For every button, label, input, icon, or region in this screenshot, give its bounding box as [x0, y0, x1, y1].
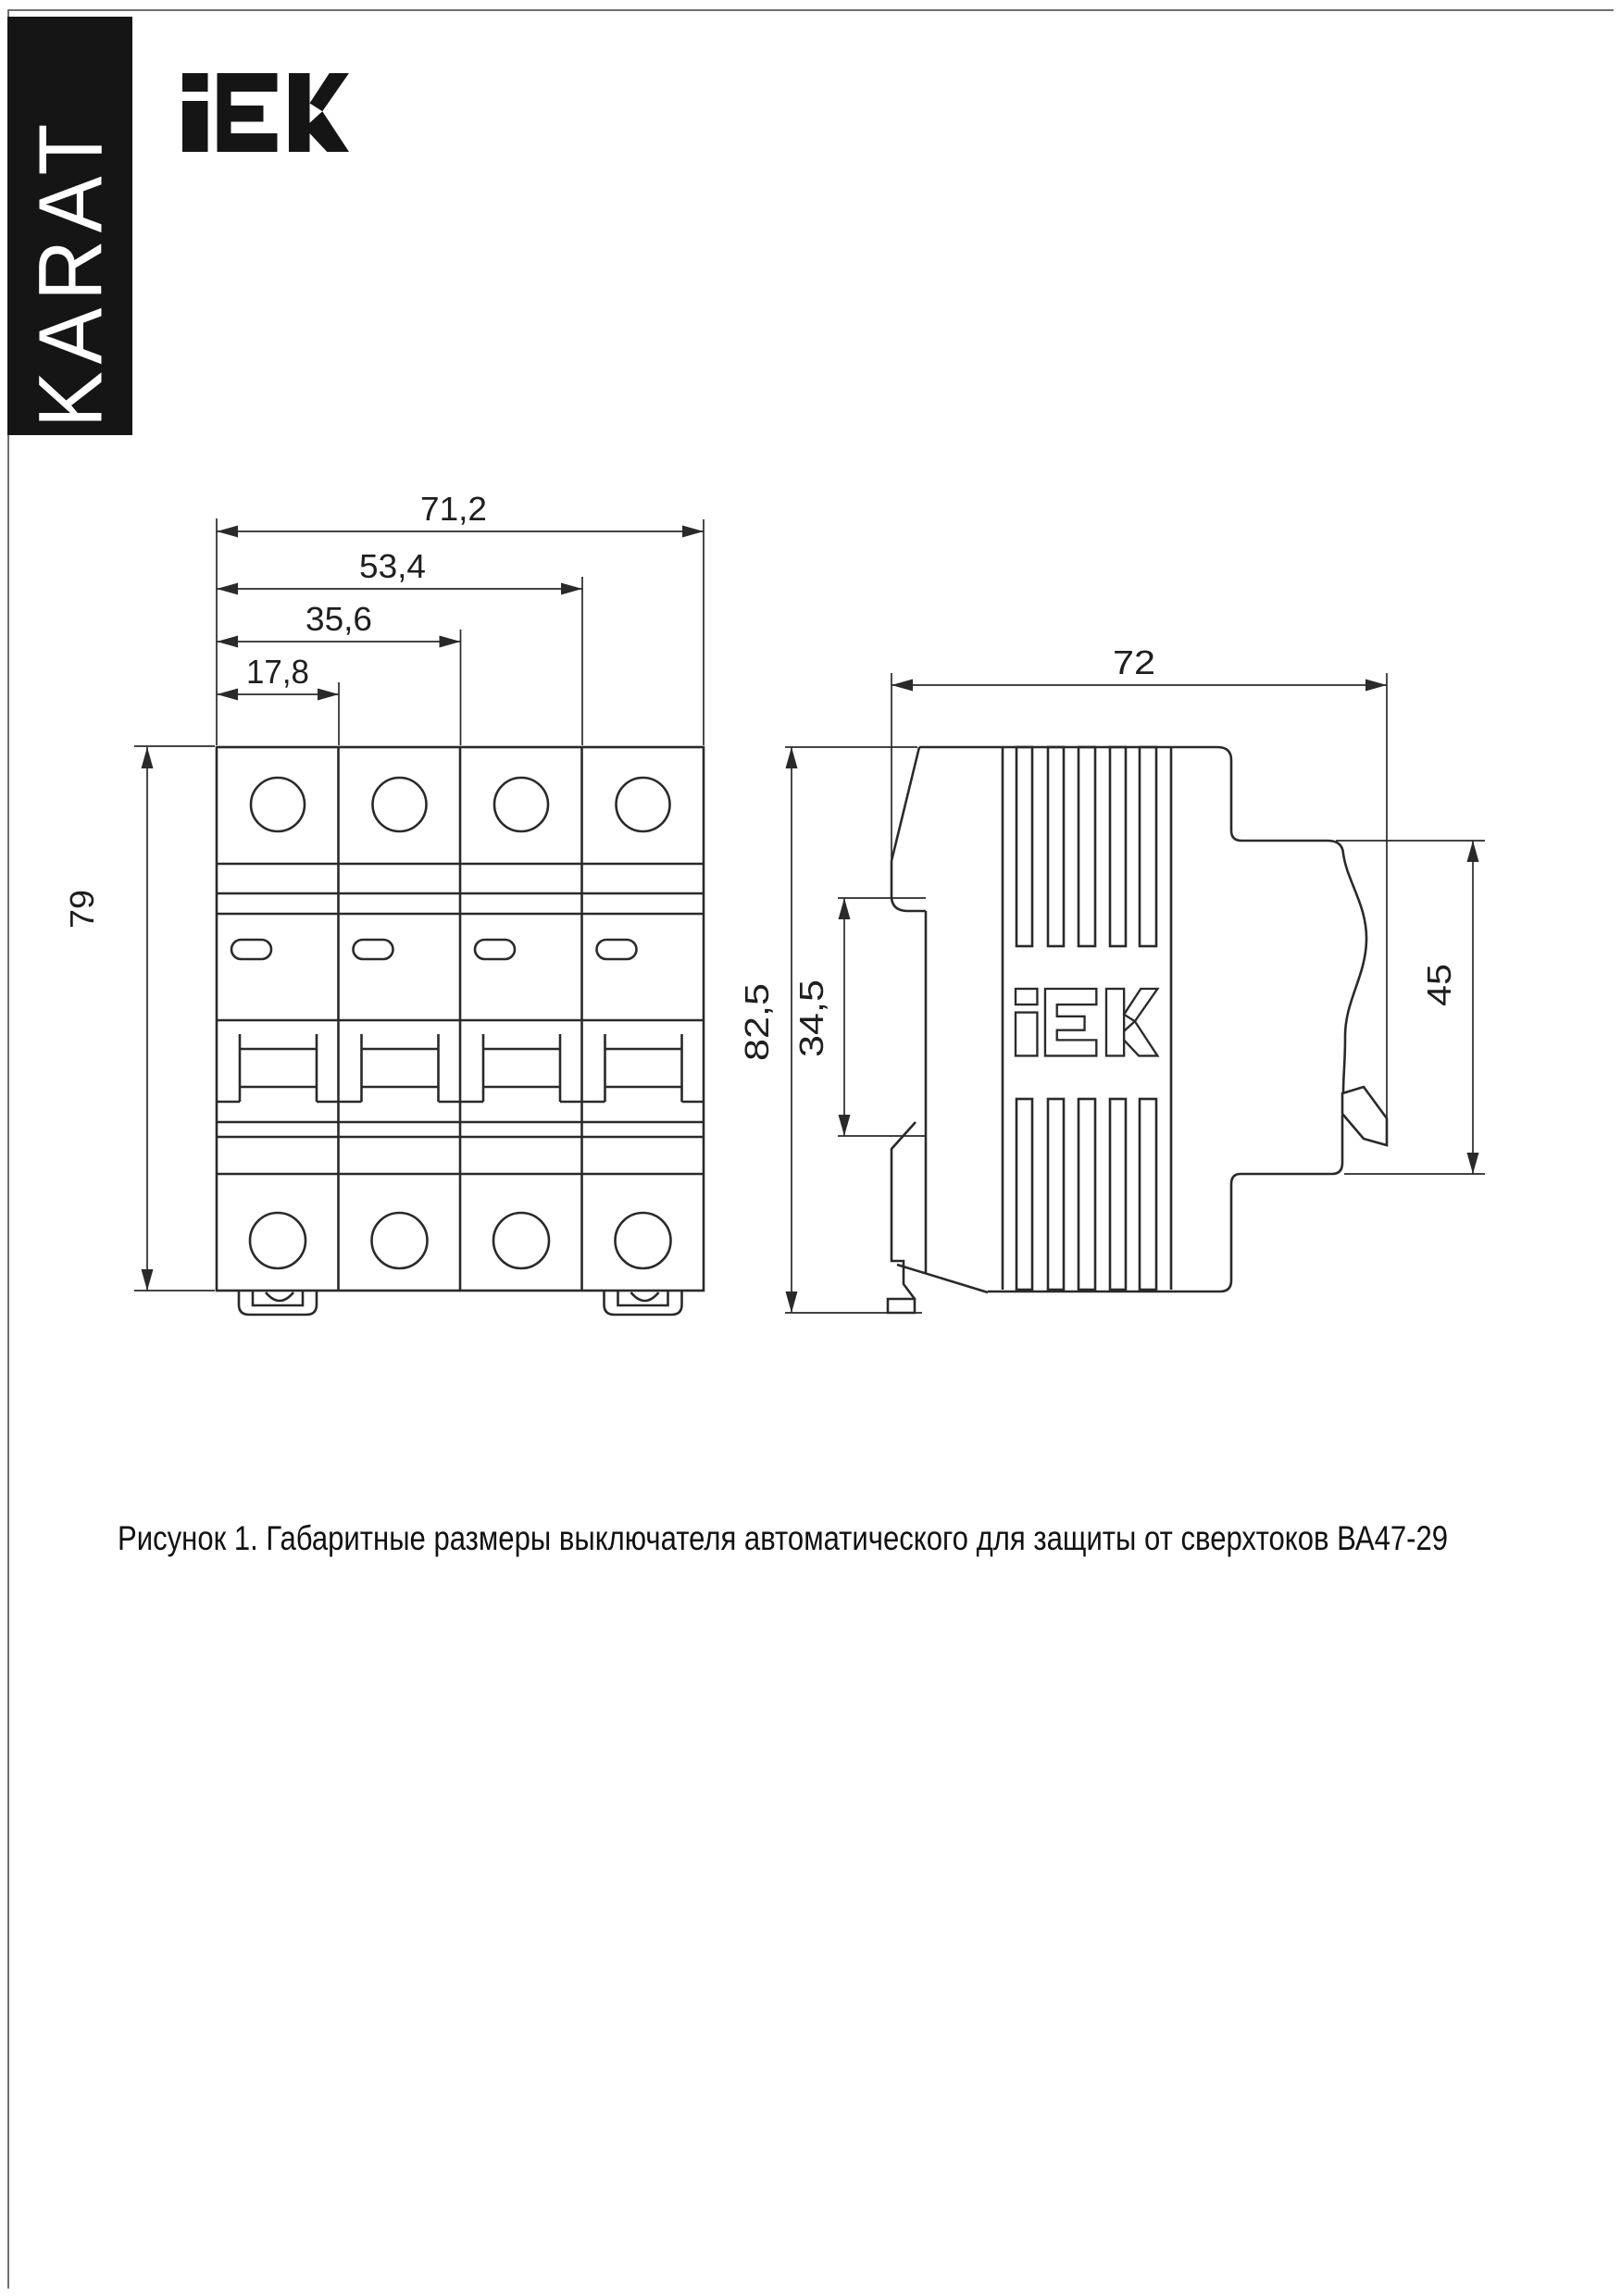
front-view — [217, 747, 704, 1315]
iek-logo-e-mid — [218, 106, 264, 122]
iek-logo — [182, 73, 349, 152]
front-toggle-1 — [217, 1034, 339, 1102]
front-toggle-4 — [582, 1034, 705, 1102]
arrow — [217, 636, 238, 648]
side-iek-logo-embossed — [1016, 989, 1157, 1055]
arrow — [839, 1115, 851, 1136]
dim-label-front-height-45: 45 — [1420, 968, 1458, 1006]
arrow — [786, 1292, 798, 1313]
iek-logo-i-dot — [182, 73, 208, 92]
iek-logo-e-top — [218, 73, 278, 92]
front-screw-top-4 — [617, 778, 670, 831]
arrow — [318, 689, 339, 701]
iek-logo-k-lower — [310, 111, 350, 152]
iek-logo-k-stem — [289, 73, 310, 152]
vent-slot — [1140, 747, 1156, 946]
arrow — [217, 689, 238, 701]
arrow — [217, 583, 238, 595]
front-toggle-2 — [339, 1034, 461, 1102]
side-body-outline — [919, 747, 1366, 1292]
front-screw-top-3 — [494, 778, 548, 831]
dim-label-depth: 72 — [1113, 643, 1155, 681]
front-window-slot-2 — [354, 940, 393, 959]
dim-label-width-three-pole: 53,4 — [359, 547, 426, 585]
front-screw-top-1 — [251, 778, 305, 831]
vent-slot — [1048, 1099, 1064, 1290]
side-vent-slots-lower — [1016, 1099, 1156, 1290]
side-view-dimensions — [785, 673, 1485, 1313]
arrow — [682, 526, 704, 538]
vent-slot — [1079, 1099, 1095, 1290]
figure-caption-text: Рисунок 1. Габаритные размеры выключателя автоматического для защиты от сверхтоков ВА47-29 — [118, 1519, 1449, 1557]
vent-slot — [1110, 1099, 1126, 1290]
side-dim-lines — [792, 685, 1473, 1313]
front-screw-bottom-1 — [250, 1213, 305, 1268]
iek-logo-e-bottom — [218, 133, 278, 152]
arrow — [1467, 1153, 1479, 1174]
arrow — [440, 636, 461, 648]
front-window-slot-3 — [475, 940, 515, 959]
front-screw-bottom-4 — [616, 1213, 671, 1268]
vent-slot — [1016, 747, 1032, 946]
dim-label-width-total: 71,2 — [420, 490, 487, 528]
side-view-arrowheads — [786, 680, 1479, 1314]
emboss-k-lower — [1124, 1021, 1157, 1055]
front-window-slot-1 — [231, 940, 271, 959]
front-screw-bottom-3 — [493, 1213, 549, 1268]
side-back-profile — [888, 747, 988, 1313]
arrow — [142, 747, 154, 768]
side-vent-slots-upper — [1016, 747, 1156, 946]
iek-logo-i-stem — [182, 101, 208, 152]
dim-label-width-one-pole: 17,8 — [246, 653, 309, 691]
emboss-e — [1045, 989, 1096, 1055]
iek-logo-k-upper — [310, 73, 350, 111]
vent-slot — [1016, 1099, 1032, 1290]
front-din-clip-left — [239, 1291, 317, 1315]
dim-label-din-rail-height: 34,5 — [792, 992, 830, 1057]
vent-slot — [1079, 747, 1095, 946]
front-screw-top-2 — [373, 778, 427, 831]
arrow — [892, 680, 913, 692]
arrow — [839, 898, 851, 919]
arrow — [1467, 841, 1479, 862]
front-pole-dividers — [339, 747, 582, 1291]
arrow — [142, 1269, 154, 1291]
dim-label-front-height: 79 — [63, 891, 101, 929]
front-view-arrowheads — [142, 526, 705, 1292]
dim-label-width-two-pole: 35,6 — [305, 600, 372, 638]
arrow — [561, 583, 582, 595]
front-screw-bottom-2 — [372, 1213, 428, 1268]
figure-caption — [118, 1519, 1506, 1558]
emboss-i-stem — [1016, 1013, 1037, 1056]
dim-label-height-total: 82,5 — [738, 995, 776, 1061]
front-din-clip-right — [605, 1291, 682, 1315]
emboss-k-upper — [1124, 989, 1157, 1021]
emboss-i-dot — [1016, 989, 1037, 1004]
front-window-slot-4 — [597, 940, 637, 959]
emboss-k-stem — [1106, 989, 1124, 1055]
vent-slot — [1048, 747, 1064, 946]
vent-slot — [1140, 1099, 1156, 1290]
vent-slot — [1110, 747, 1126, 946]
side-dim-extensions — [785, 673, 1485, 1313]
side-toggle-tip — [1342, 1087, 1387, 1145]
arrow — [217, 526, 238, 538]
brand-karat-label: KARAT — [19, 116, 120, 428]
arrow — [786, 747, 798, 768]
arrow — [1365, 680, 1387, 692]
front-toggle-3 — [460, 1034, 582, 1102]
